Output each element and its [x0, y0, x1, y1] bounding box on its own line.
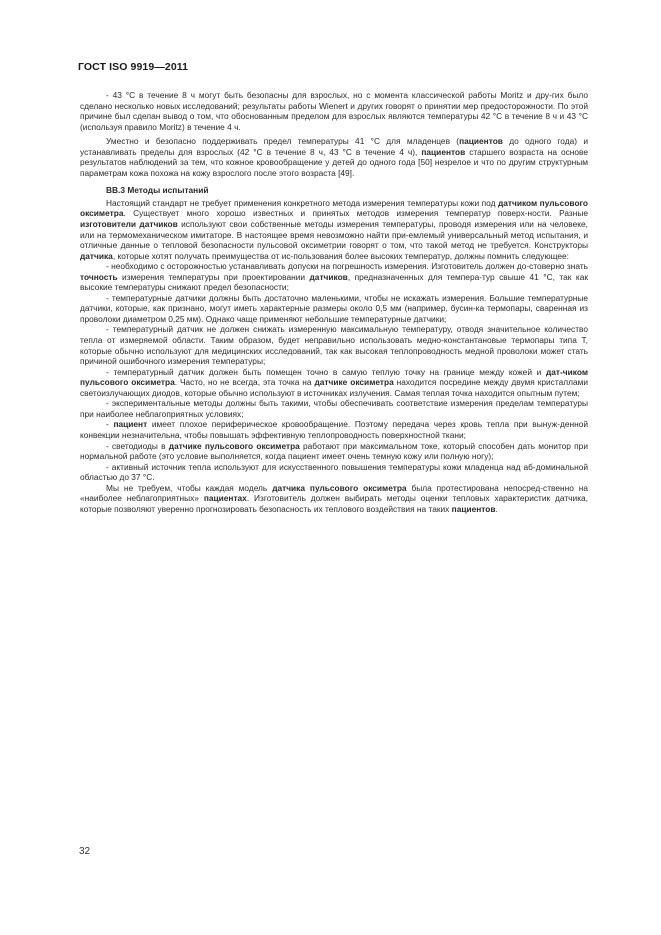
bold-term: датчика: [80, 250, 113, 261]
bold-term: пациент: [113, 419, 148, 430]
section-heading: BB.3 Методы испытаний: [106, 185, 209, 196]
bold-term: датчике пульсового оксиметра: [168, 440, 300, 451]
paragraph: [80, 198, 588, 261]
bold-term: пациентов: [451, 503, 496, 514]
document-body: [80, 90, 588, 514]
list-item: [80, 419, 588, 440]
bold-term: изготовители датчиков: [80, 219, 178, 230]
text-run: Настоящий стандарт не требует применения конкретного метода измерения температуры кожи под: [106, 197, 498, 208]
bold-term: датчиком пульсового оксиметра: [80, 197, 589, 219]
text-run: - температурные датчики должны быть достаточно маленькими, чтобы не искажать измерения. Большие температурные датчики, которые, как признано, могут иметь характерные размеры около 0,5 мм (например, бусин-ка термопары, сваренная из проволоки диаметром 0,25 мм). Однако чаще применяют небольшие температурные датчики;: [80, 292, 588, 324]
text-run: . Часто, но не всегда, эта точка на: [174, 377, 315, 388]
bold-term: пациентов: [421, 146, 466, 157]
text-run: .: [495, 503, 498, 514]
paragraph: [80, 90, 588, 132]
text-run: - температурный датчик не должен снижать измеренную максимальную температуру, отводя значительное количество тепла от измеряемой области. Таким образом, будет неправильно использовать медно-константановые термопары типа T, которые обычно используют для медицинских исследований, так как высокая теплопроводность медной проволоки может стать причиной ошибочного измерения температуры;: [80, 324, 588, 367]
text-run: используют свои собственные методы измерения температуры, проводя измерения или на человеке, или на термомеханическом имитаторе. В настоящее время невозможно найти при-емлемый универсальный метод испытания, и отличные данные о тепловой безопасности пульсовой оксиметрии говорят о том, что такой метод не требуется. Конструкторы: [80, 219, 588, 251]
paragraph: [80, 483, 588, 515]
bold-term: датчика пульсового оксиметра: [272, 482, 407, 493]
text-run: - активный источник тепла используют для искусственного повышения температуры кожи младенца над аб-доминальной областью до 37 °C.: [80, 461, 588, 483]
document-header: ГОСТ ISO 9919—2011: [78, 61, 189, 73]
text-run: была протестирована непосред-ственно на «наиболее неблагоприятных»: [80, 482, 588, 504]
bold-term: дат-чиком пульсового оксиметра: [80, 366, 588, 388]
bold-term: пациентах: [203, 493, 247, 504]
text-run: Мы не требуем, чтобы каждая модель: [106, 482, 273, 493]
bold-term: датчиков: [309, 271, 348, 282]
text-run: до одного года) и устанавливать пределы для взрослых (42 °C в течение 8 ч, 43 °C в течение 4 ч),: [80, 136, 589, 157]
list-item: [80, 261, 588, 293]
text-run: -: [106, 419, 114, 430]
text-run: находится посредине между двумя кристаллами светоизлучающих диодов, которые обычно используют в источниках излучения. Самая теплая точка находится опытным путем;: [80, 377, 588, 398]
text-run: измерения температуры при проектировании: [117, 271, 310, 282]
text-run: , предназначенных для темпера-тур свыше 41 °C, так как высокие температуры снижают предел безопасности;: [80, 271, 588, 293]
text-run: имеет плохое периферическое кровообращение. Поэтому передача через кровь тепла при вынуж-денной конвекции незначительна, чтобы повышать эффективную теплопроводность поверхностной ткани;: [80, 419, 588, 440]
text-run: - необходимо с осторожностью устанавливать допуски на погрешность измерения. Изготовитель должен до-стоверно знать: [106, 261, 588, 272]
text-run: - экспериментальные методы должны быть такими, чтобы обеспечивать соответствие измерения пределам температуры при наиболее неблагоприятных условиях;: [80, 398, 588, 419]
text-run: - 43 °C в течение 8 ч могут быть безопасны для взрослых, но с момента классической работы Moritz и дру-гих было сделано несколько новых исследований; результаты работы Wienert и других говорят о принятии мер предосторожности. По этой причине был сделан вывод о том, что обоснованным пределом для взрослых являются температуры 42 °C в течение 8 ч и 43 °C (используя правило Moritz) в течение 4 ч.: [80, 90, 588, 132]
text-run: , которые хотят получать преимущества от ис-пользования более высоких температур, должны помнить следующее:: [112, 250, 569, 261]
page-number: 32: [79, 846, 91, 857]
text-run: Уместно и безопасно поддерживать предел температуры 41 °C для младенцев (: [106, 136, 460, 147]
list-item: [80, 441, 588, 462]
bold-term: пациентов: [459, 136, 503, 147]
text-run: работают при максимальном токе, который способен дать монитор при нормальной работе (это условие выполняется, когда пациент имеет очень темную кожу или полную ногу);: [80, 440, 588, 462]
text-run: - температурный датчик должен быть помещен точно в самую теплую точку на границе между кожей и: [106, 366, 546, 377]
list-item: [80, 367, 588, 399]
text-run: . Существует много хорошо известных и принятых методов измерения температур поверх-ности. Разные: [123, 208, 588, 219]
paragraph: [80, 136, 588, 178]
text-run: . Изготовитель должен выбирать методы оценки тепловых характеристик датчика, которые позволяют уверенно прогнозировать безопасность их теплового воздействия на таких: [80, 493, 588, 514]
list-item: [80, 398, 588, 419]
list-item: [80, 293, 588, 325]
bold-term: датчике оксиметра: [314, 377, 394, 388]
text-run: - светодиоды в: [106, 440, 169, 451]
list-item: [80, 324, 588, 366]
list-item: [80, 462, 588, 483]
bold-term: точность: [80, 271, 118, 282]
text-run: старшего возраста на основе результатов наблюдений за тем, что кожное кровообращение у детей до одного года [50] незрелое и что по другим структурным параметрам кожа похожа на кожу взрослого после этого возраста [49].: [80, 146, 589, 178]
